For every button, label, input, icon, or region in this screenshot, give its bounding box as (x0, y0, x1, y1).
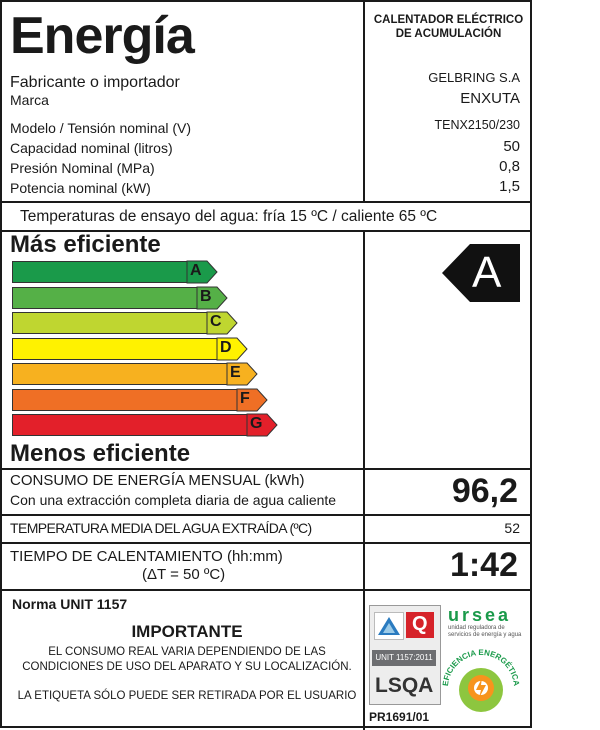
label-title: Energía (10, 7, 194, 65)
efficiency-bar-letter: G (250, 415, 263, 432)
divider-temps-top (2, 201, 530, 203)
efficiency-bar-letter: F (240, 389, 250, 407)
heating-time-sublabel: (ΔT = 50 ºC) (142, 566, 226, 583)
lsqa-certification-logo (369, 605, 441, 705)
notice-removal: LA ETIQUETA SÓLO PUEDE SER RETIRADA POR EL USUARIO (17, 690, 357, 702)
consumption-label: CONSUMO DE ENERGÍA MENSUAL (kWh) (10, 472, 305, 489)
divider-consumption-bottom (2, 514, 530, 516)
norma-reference: Norma UNIT 1157 (12, 596, 128, 612)
spec-model-label: Modelo / Tensión nominal (V) (10, 120, 192, 136)
divider-scale-bottom (2, 468, 530, 470)
rating-letter: A (472, 248, 502, 297)
efficiency-bar-letter: E (230, 364, 241, 381)
efficiency-seal (438, 638, 524, 724)
avg-temp-value: 52 (504, 520, 520, 536)
heating-time-label: TIEMPO DE CALENTAMIENTO (hh:mm) (10, 548, 283, 565)
spec-pressure-value: 0,8 (499, 158, 520, 175)
consumption-value: 96,2 (451, 472, 518, 510)
spec-capacity-label: Capacidad nominal (litros) (10, 140, 173, 156)
efficiency-bar-letter: D (220, 338, 232, 356)
divider-vertical-footer (363, 589, 365, 730)
cert-org: LSQA (375, 674, 434, 697)
energy-efficiency-seal-icon (438, 638, 524, 724)
avg-temp-label: TEMPERATURA MEDIA DEL AGUA EXTRAÍDA (ºC) (10, 520, 312, 536)
rating-indicator (442, 244, 520, 302)
q-mark-icon: Q (406, 612, 434, 638)
efficiency-bar-letter: C (210, 313, 222, 330)
divider-vertical-scale (363, 230, 365, 470)
test-temperatures: Temperaturas de ensayo del agua: fría 15 ºC / caliente 65 ºC (20, 208, 438, 225)
heating-time-value: 1:42 (449, 546, 518, 584)
triangle-icon (374, 612, 404, 640)
spec-model-value: TENX2150/230 (434, 118, 520, 132)
manufacturer-value: GELBRING S.A (428, 70, 520, 85)
scale-top-label: Más eficiente (10, 231, 161, 258)
brand-label: Marca (10, 92, 49, 108)
cert-standard: UNIT 1157:2011 (372, 650, 436, 666)
ursea-logo: ursea (448, 605, 512, 625)
scale-bottom-label: Menos eficiente (10, 440, 191, 467)
spec-pressure-label: Presión Nominal (MPa) (10, 160, 155, 176)
divider-heating-bottom (2, 589, 530, 591)
product-type: CALENTADOR ELÉCTRICO DE ACUMULACIÓN (373, 14, 524, 40)
efficiency-bar-letter: A (190, 262, 202, 279)
spec-capacity-value: 50 (503, 138, 520, 155)
efficiency-bar-letter: B (200, 287, 212, 305)
brand-value: ENXUTA (460, 90, 520, 107)
consumption-sublabel: Con una extracción completa diaria de agua caliente (10, 492, 337, 508)
divider-vertical-values (363, 468, 365, 590)
spec-power-value: 1,5 (499, 178, 520, 195)
cert-number: PR1691/01 (369, 710, 430, 724)
divider-avgtemp-bottom (2, 542, 530, 544)
spec-power-label: Potencia nominal (kW) (10, 180, 151, 196)
important-title: IMPORTANTE (131, 622, 243, 641)
manufacturer-label: Fabricante o importador (10, 74, 180, 91)
notice-consumption: EL CONSUMO REAL VARIA DEPENDIENDO DE LAS CONDICIONES DE USO DEL APARATO Y SU LOCALIZACIÓN. (22, 646, 352, 673)
ursea-subtitle: unidad reguladora de servicios de energía y agua (448, 625, 522, 638)
seal-text: EFICIENCIA ENERGÉTICA (441, 647, 522, 687)
